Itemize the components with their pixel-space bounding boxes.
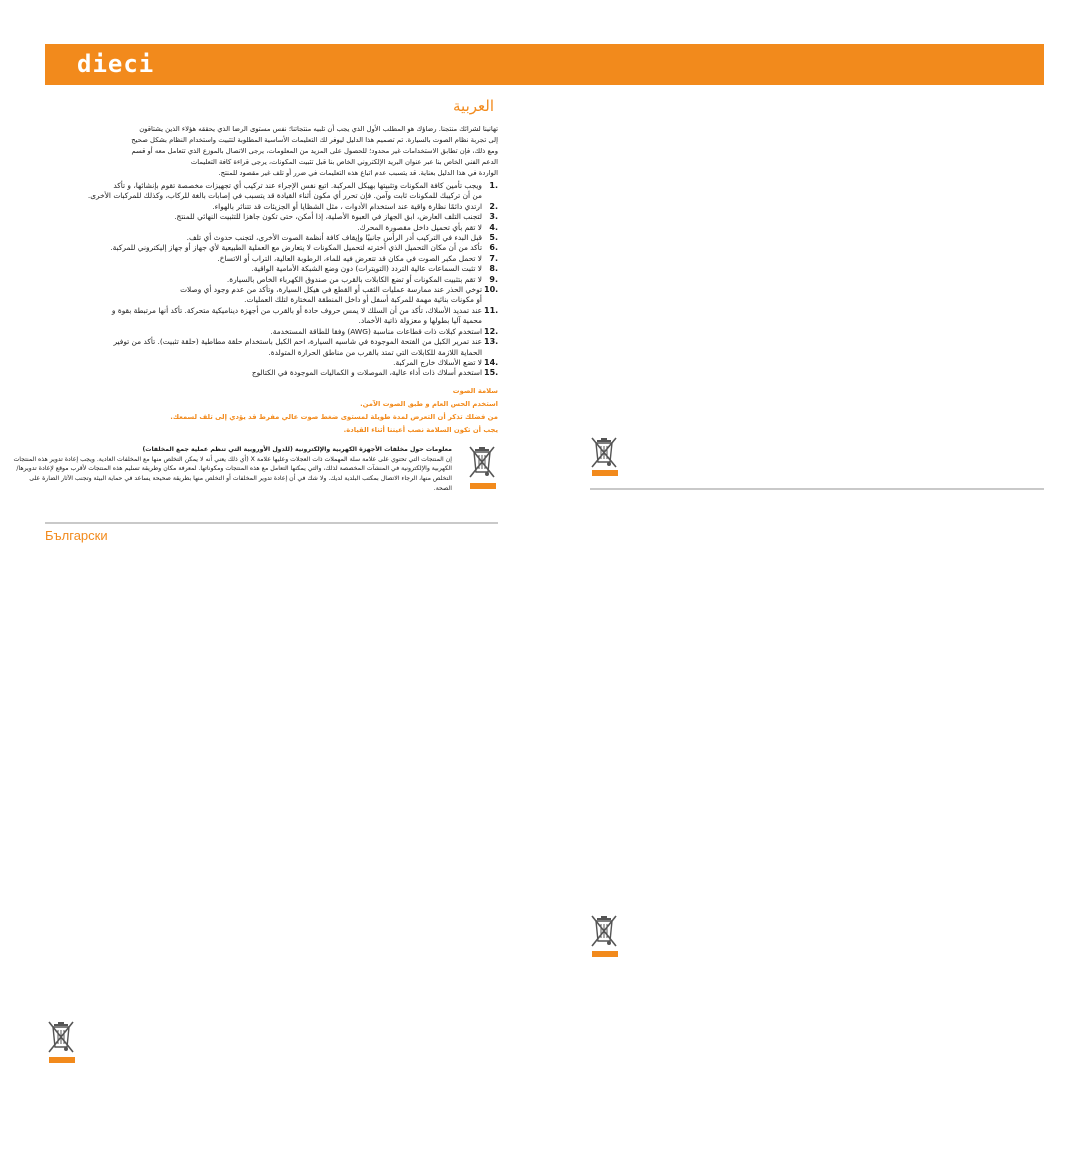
step-text: من أن تركيبك للمكونات ثابت وآمن. فإن تحرر أي مكون أثناء القيادة قد يتسبب في إصابات بالغة للركاب، وكذلك للمركبات الأخرى. [87,191,482,201]
sound-safety [45,385,498,437]
step-number: 9. [489,274,498,284]
step-number: 3. [489,212,498,222]
step-text: لتجنب التلف العارض، ابق الجهاز في العبوة الأصلية، إذا أمكن، حتى تكون جاهزا للتثبيت النهائي للمنتج. [174,212,482,222]
step-number: 15. [484,368,499,378]
step-number: 6. [489,243,498,253]
step-item [45,337,498,358]
step-text: تأكد من أن مكان التحميل الذي أخترته لتحميل المكونات لا يتعارض مع العملية الطبيعية لأي جهاز أو جهاز إليكتروني للمركبة. [110,243,482,253]
step-text: قبل البدء في التركيب أدر الرأس جانبيًا وإيقاف كافة أنظمة الصوت الأخرى، لتجنب حدوث أي تلف. [186,233,482,243]
step-number: 8. [489,264,498,274]
step-number: 7. [489,253,498,263]
step-item [45,223,498,233]
step-item [45,275,498,285]
safety-line: استخدم الحس العام و طبق الصوت الآمن. [360,399,498,408]
step-number: 12. [484,326,499,336]
step-item [45,306,498,327]
step-number: 5. [489,233,498,243]
step-number: 2. [489,201,498,211]
dieci-logo: dieci [77,50,155,78]
step-item [45,181,498,202]
intro-line: الدعم الفني الخاص بنا عبر عنوان البريد الإلكتروني الخاص بنا قبل تثبيت المكونات، يرجى قراءة كافة التعليمات [190,158,498,166]
installation-steps [45,181,498,379]
step-item [45,243,498,253]
step-text: عند تمديد الأسلاك، تأكد من أن السلك لا يمس حروف حادة أو بالقرب من أجهزة ديناميكية متحركة. تأكد أنها مرتبطة بقوة و [111,305,482,315]
intro-line: إلى تجربة نظام الصوت بالسيارة. تم تصميم هذا الدليل ليوفر لك التعليمات الأساسية المطلوبة لتثبيت واستخدام النظام بشكل صحيح [131,136,498,144]
arabic-section [13,96,499,493]
step-text: لا تثبت السماعات عالية التردد (التويترات) دون وضع الشبكة الأمامية الواقية. [251,264,482,274]
step-number: 13. [484,337,499,347]
step-text: الحماية اللازمة للكابلات التي تمتد بالقرب من مناطق الحرارة المتولدة. [268,347,482,357]
intro-line: ومع ذلك، فإن تطابق الاستخدامات غير محدود؛ للحصول على المزيد من المعلومات، يرجى الاتصال بالموزع الذي تتعامل معه أو قسم [131,147,498,155]
step-number: 4. [489,222,498,232]
step-item [45,327,498,337]
step-text: عند تمرير الكبل من الفتحة الموجودة في شاسيه السيارة، احم الكبل باستخدام حلقة مطاطية (حلقة تثبيت). تأكد من توفير [113,337,482,347]
step-text: استخدم أسلاك ذات أداء عالية، الموصلات و الكماليات الموجودة في الكتالوج [251,368,482,378]
step-item [45,358,498,368]
brand-header [45,44,1044,85]
intro-line: الواردة في هذا الدليل بعناية. قد يتسبب عدم اتباع هذه التعليمات في ضرر أو تلف غير مقصود للمنتج. [218,169,498,177]
intro-line: تهانينا لشرائك منتجنا. رضاؤك هو المطلب الأول الذي يجب أن تلبيه منتجاتنا؛ نفس مستوى الرضا الذي يحققه هؤلاء الذين يشتاقون [139,125,498,133]
step-text: محمية آليا بطولها و معزولة ذاتية الأخماد. [358,316,482,326]
crossed-bin-icon [590,914,620,960]
weee-line: التخلص منها، الرجاء الاتصال بمكتب البلدية لديك. ولا شك في أن إعادة تدوير المخلفات أو التخلص منها بطريقة صحيحة يساعد في حماية البيئة وتجنب الآثار الضارة على [29,474,452,482]
step-number: 11. [484,305,499,315]
step-item [45,233,498,243]
arabic-intro [45,124,498,179]
step-number: 10. [484,285,499,295]
crossed-bin-icon [590,436,620,478]
weee-notice [13,445,498,493]
crossed-bin-icon [45,1020,79,1066]
step-text: استخدم كبلات ذات قطاعات مناسبة (AWG) وفقا للطاقة المستخدمة. [270,326,482,336]
step-text: لا تضع الأسلاك خارج المركبة. [393,357,482,367]
step-item [45,285,498,306]
step-item [45,254,498,264]
step-text: ويجب تأمين كافة المكونات وتثبيتها بهيكل المركبة. اتبع نفس الإجراء عند تركيب أي تجهيزات مخصصة تقوم بإنشائها، و تأكد [113,181,482,190]
step-item [45,264,498,274]
crossed-bin-icon [468,445,498,495]
step-item [45,368,498,378]
step-text: توخي الحذر عند ممارسة عمليات الثقب أو القطع في هيكل السيارة، وتأكد من عدم وجود أي وصلات [180,285,482,295]
section-title-bulgarian: Български [45,528,108,543]
step-number: 1. [489,181,498,190]
safety-heading: سلامة الصوت [452,386,498,395]
step-text: ارتدي دائمًا نظارة واقية عند استخدام الأدوات ، مثل الشظايا أو الجزيئات قد تتناثر بالهواء. [212,201,482,211]
step-text: لا تقم بتثبيت المكونات أو تضع الكابلات بالقرب من صندوق الكهرباء الخاص بالسيارة. [226,274,482,284]
step-text: أو مكونات بنائية مهمة للمركبة أسفل أو داخل المنطقة المختارة لتلك العمليات. [244,295,482,305]
weee-line: إن المنتجات التي تحتوي على علامة سلة المهملات ذات العجلات وعليها علامة X (أي ذلك يعني أنه لا يمكن التخلص منها مع المخلفات العادية. ويجب إعادة تدوير هذه المنتجات [13,455,452,463]
weee-line: الكهربية والإلكترونية في المنشآت المخصصة لذلك، والتي يمكنها التعامل مع هذه المنتجات ومكوناتها. لمعرفة مكان وطريقة تسليم هذه المنتجات لأقرب موقع لإعادة تدويرها/ [16,465,452,473]
step-text: لا تقم بأي تحميل داخل مقصورة المحرك. [357,222,482,232]
section-divider [45,522,498,524]
step-item [45,202,498,212]
step-item [45,212,498,222]
step-number: 14. [484,357,499,367]
section-title-arabic: العربية [453,97,494,115]
weee-title: معلومات حول مخلفات الأجهزة الكهربية والإلكترونية (للدول الأوروبية التي تنظم عملية جمع المخلفات) [142,445,452,453]
weee-line: الصحة. [433,484,452,492]
section-divider [590,488,1044,490]
safety-line: من فضلك تذكر أن التعرض لمدة طويلة لمستوى ضغط صوت عالي مفرط قد يؤدي إلى تلف لسمعك. [170,412,498,421]
safety-line: يجب أن تكون السلامة نصب أعيننا أثناء القيادة. [343,425,498,434]
step-text: لا تحمل مكبر الصوت في مكان قد تتعرض فيه للماء، الرطوبة العالية، التراب أو الاتساخ. [217,253,482,263]
